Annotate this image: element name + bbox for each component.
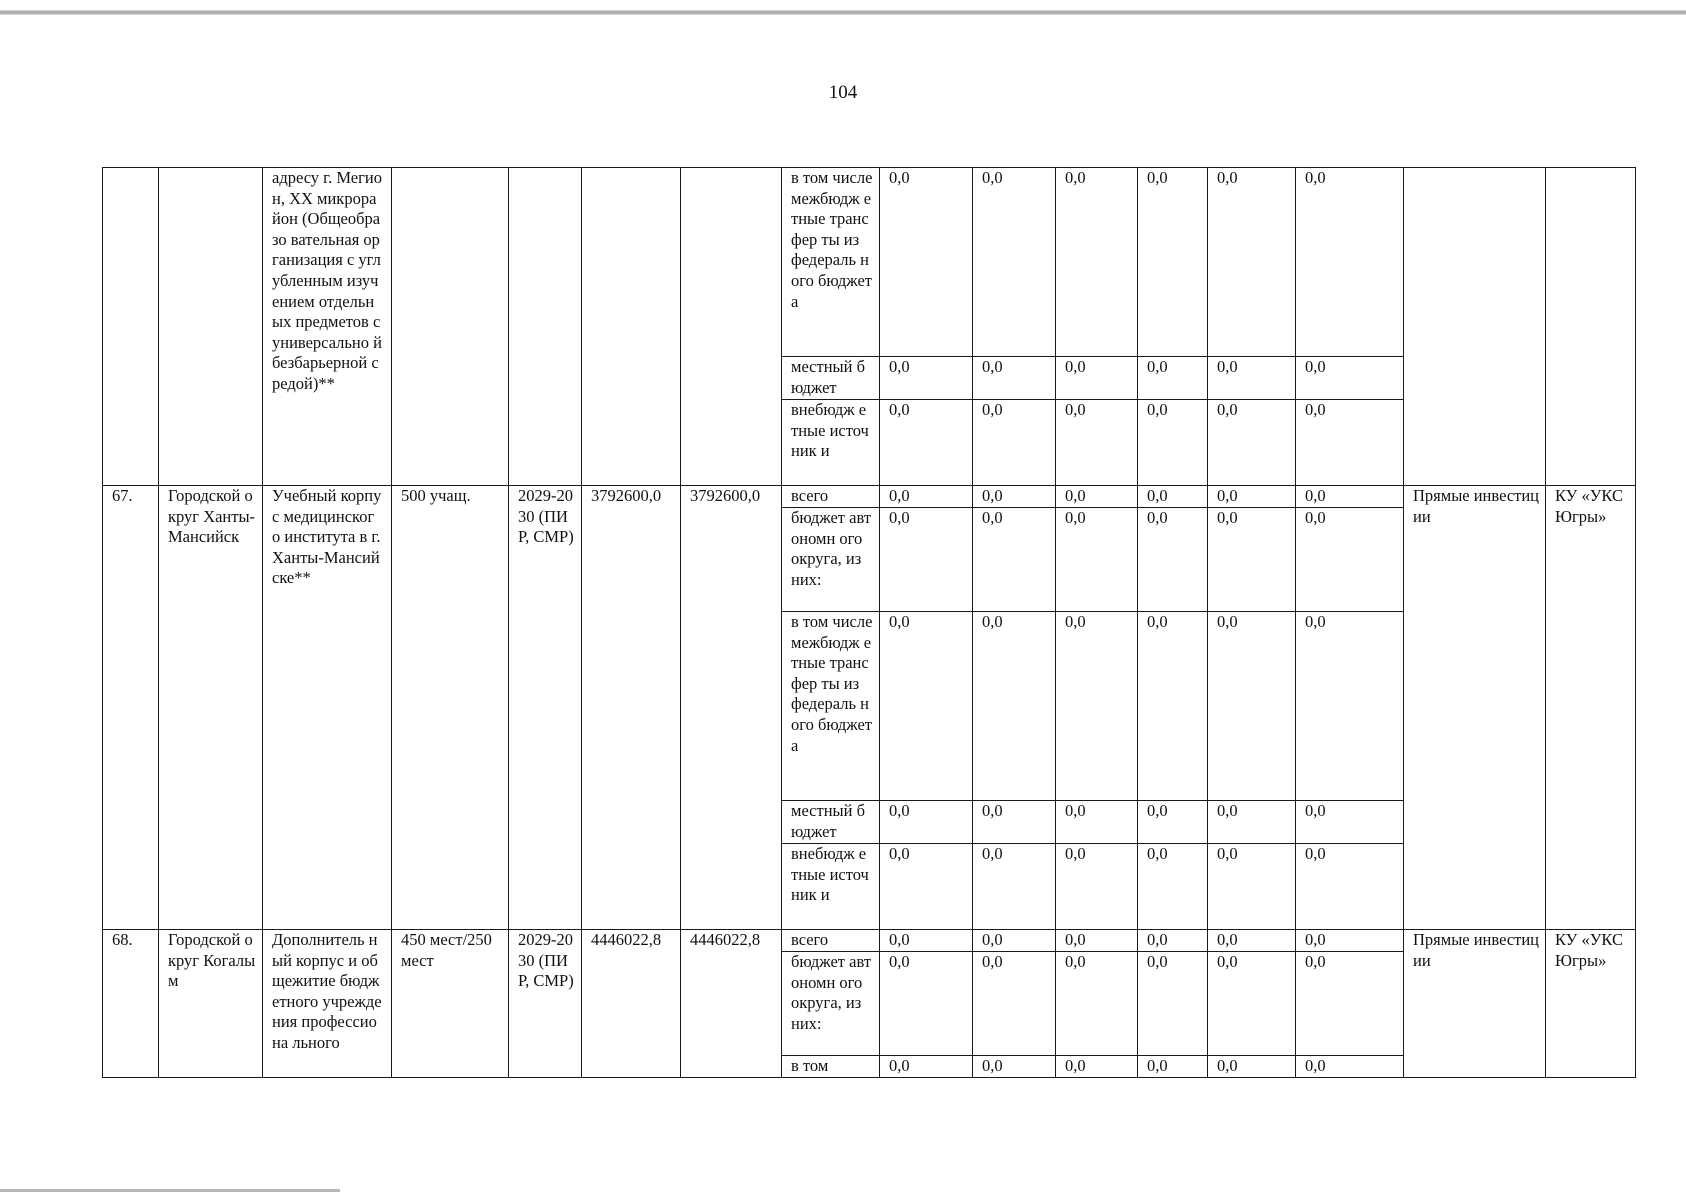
funding-value: 0,0 [1138, 612, 1208, 801]
funding-value: 0,0 [1296, 612, 1404, 801]
funding-value: 0,0 [1056, 168, 1138, 357]
period: 2029-2030 (ПИР, СМР) [509, 486, 582, 930]
object-name: Учебный корпус медицинског о института в г. Ханты-Мансийске** [263, 486, 392, 930]
funding-source: всего [782, 930, 880, 952]
funding-value: 0,0 [1296, 844, 1404, 930]
estimated-cost [582, 168, 681, 486]
mechanism: Прямые инвестиции [1404, 486, 1546, 930]
funding-value: 0,0 [1138, 486, 1208, 508]
object-name: адресу г. Мегион, XX микрорайон (Общеобразо вательная организация с углубленным изучением отдельных предметов с универсально й безбарьерной средой)** [263, 168, 392, 486]
funding-value: 0,0 [880, 357, 973, 400]
funding-value: 0,0 [880, 930, 973, 952]
funding-value: 0,0 [880, 801, 973, 844]
funding-value: 0,0 [973, 357, 1056, 400]
funding-value: 0,0 [973, 952, 1056, 1056]
funding-value: 0,0 [1056, 508, 1138, 612]
funding-source: местный бюджет [782, 357, 880, 400]
period: 2029-2030 (ПИР, СМР) [509, 930, 582, 1078]
row-number: 67. [103, 486, 159, 930]
funding-value: 0,0 [1296, 952, 1404, 1056]
funding-value: 0,0 [1056, 400, 1138, 486]
funding-value: 0,0 [1296, 400, 1404, 486]
funding-value: 0,0 [1296, 1056, 1404, 1078]
funding-value: 0,0 [1208, 952, 1296, 1056]
funding-value: 0,0 [1138, 508, 1208, 612]
object-name: Дополнитель ный корпус и общежитие бюджетного учреждения профессиона льного [263, 930, 392, 1078]
funding-value: 0,0 [1056, 1056, 1138, 1078]
table-body [103, 168, 1636, 1078]
funding-value: 0,0 [973, 1056, 1056, 1078]
period [509, 168, 582, 486]
funding-source: в том [782, 1056, 880, 1078]
funding-value: 0,0 [1138, 1056, 1208, 1078]
funding-value: 0,0 [1056, 801, 1138, 844]
funding-value: 0,0 [1138, 801, 1208, 844]
funding-value: 0,0 [1056, 844, 1138, 930]
funding-value: 0,0 [880, 486, 973, 508]
funding-value: 0,0 [1296, 486, 1404, 508]
funding-value: 0,0 [1138, 400, 1208, 486]
page-number: 104 [828, 82, 858, 103]
funding-source: бюджет автономн ого округа, из них: [782, 952, 880, 1056]
cost-remaining: 4446022,8 [681, 930, 782, 1078]
funding-value: 0,0 [1296, 930, 1404, 952]
funding-value: 0,0 [1208, 168, 1296, 357]
customer: КУ «УКС Югры» [1546, 486, 1636, 930]
table-row [103, 486, 1636, 508]
funding-value: 0,0 [973, 801, 1056, 844]
funding-value: 0,0 [880, 844, 973, 930]
investment-table [102, 167, 1636, 1078]
funding-value: 0,0 [1138, 952, 1208, 1056]
funding-value: 0,0 [880, 508, 973, 612]
customer: КУ «УКС Югры» [1546, 930, 1636, 1078]
funding-value: 0,0 [1208, 930, 1296, 952]
municipality: Городской округ Ханты-Мансийск [159, 486, 263, 930]
funding-value: 0,0 [880, 168, 973, 357]
funding-value: 0,0 [973, 486, 1056, 508]
funding-value: 0,0 [1296, 168, 1404, 357]
funding-value: 0,0 [1296, 357, 1404, 400]
capacity: 500 учащ. [392, 486, 509, 930]
cost-remaining: 3792600,0 [681, 486, 782, 930]
table-row [103, 168, 1636, 357]
funding-value: 0,0 [880, 1056, 973, 1078]
capacity [392, 168, 509, 486]
funding-value: 0,0 [1208, 801, 1296, 844]
municipality: Городской округ Когалым [159, 930, 263, 1078]
mechanism [1404, 168, 1546, 486]
funding-value: 0,0 [880, 400, 973, 486]
funding-value: 0,0 [973, 930, 1056, 952]
funding-source: внебюдж етные источник и [782, 844, 880, 930]
funding-value: 0,0 [1296, 801, 1404, 844]
funding-value: 0,0 [1208, 400, 1296, 486]
funding-value: 0,0 [1056, 486, 1138, 508]
funding-source: в том числе межбюдж етные трансфер ты из федераль ного бюджета [782, 612, 880, 801]
funding-value: 0,0 [880, 612, 973, 801]
funding-value: 0,0 [1208, 612, 1296, 801]
estimated-cost: 4446022,8 [582, 930, 681, 1078]
funding-source: всего [782, 486, 880, 508]
scan-edge-top [0, 10, 1686, 15]
funding-value: 0,0 [1138, 168, 1208, 357]
funding-value: 0,0 [1208, 357, 1296, 400]
funding-value: 0,0 [1208, 844, 1296, 930]
funding-value: 0,0 [973, 612, 1056, 801]
funding-value: 0,0 [1056, 930, 1138, 952]
funding-value: 0,0 [1056, 357, 1138, 400]
row-number [103, 168, 159, 486]
cost-remaining [681, 168, 782, 486]
funding-value: 0,0 [1138, 844, 1208, 930]
estimated-cost: 3792600,0 [582, 486, 681, 930]
funding-value: 0,0 [880, 952, 973, 1056]
funding-source: бюджет автономн ого округа, из них: [782, 508, 880, 612]
scan-edge-bottom [0, 1189, 340, 1192]
funding-value: 0,0 [973, 508, 1056, 612]
funding-value: 0,0 [1056, 612, 1138, 801]
funding-value: 0,0 [1208, 1056, 1296, 1078]
capacity: 450 мест/250 мест [392, 930, 509, 1078]
funding-source: местный бюджет [782, 801, 880, 844]
funding-value: 0,0 [1138, 930, 1208, 952]
funding-value: 0,0 [1056, 952, 1138, 1056]
mechanism: Прямые инвестиции [1404, 930, 1546, 1078]
funding-value: 0,0 [973, 844, 1056, 930]
table-row [103, 930, 1636, 952]
funding-value: 0,0 [1296, 508, 1404, 612]
funding-value: 0,0 [1208, 486, 1296, 508]
municipality [159, 168, 263, 486]
customer [1546, 168, 1636, 486]
funding-source: в том числе межбюдж етные трансфер ты из федераль ного бюджета [782, 168, 880, 357]
funding-value: 0,0 [973, 400, 1056, 486]
funding-value: 0,0 [1208, 508, 1296, 612]
funding-source: внебюдж етные источник и [782, 400, 880, 486]
row-number: 68. [103, 930, 159, 1078]
funding-value: 0,0 [1138, 357, 1208, 400]
funding-value: 0,0 [973, 168, 1056, 357]
